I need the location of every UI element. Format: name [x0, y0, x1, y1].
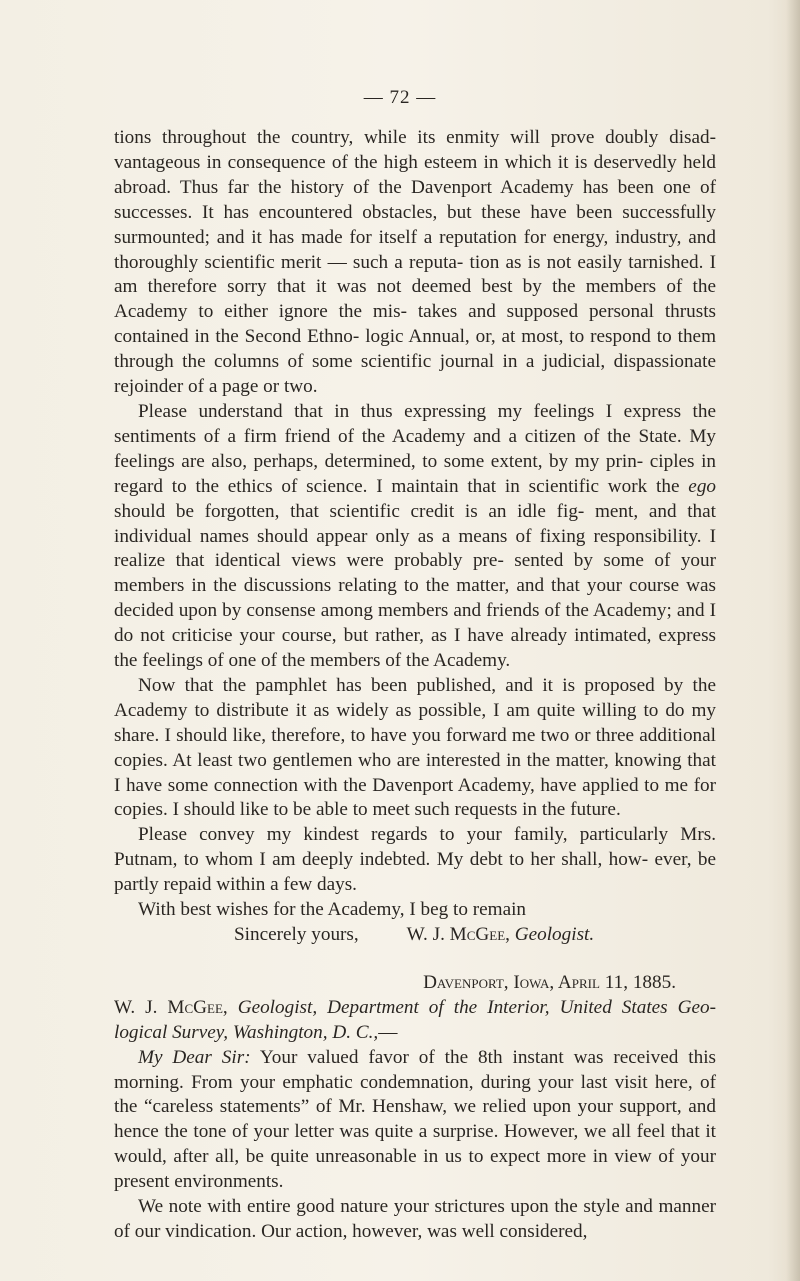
- letter2-paragraph-1-text: Your valued favor of the 8th instant was received this morning. From your emphatic condemnation, during your last visit here, of the “careless statements” of Mr. Henshaw, we relied upon your support, and hence the tone of your letter was quite a surprise. However, we all feel that it would, after all, be quite unreasonable in us to expect more in view of your present environments.: [114, 1046, 717, 1193]
- address-details: Geologist, Department of the Interior, United States Geo- logical Survey, Washington, D. C.,: [114, 996, 716, 1043]
- salutation: My Dear Sir:: [138, 1046, 251, 1068]
- paragraph-5: With best wishes for the Academy, I beg to remain: [138, 899, 527, 921]
- dateline: Davenport, Iowa, April 11, 1885.: [423, 971, 676, 993]
- signature-title: Geologist.: [514, 924, 595, 945]
- page-number: — 72 —: [363, 87, 437, 108]
- letter2-paragraph-1: [114, 1046, 716, 1195]
- address-name: W. J. McGee,: [114, 996, 228, 1018]
- letter2-paragraph-2: We note with entire good nature your strictures upon the style and manner of our vindication. Our action, however, was well considered,: [114, 1196, 716, 1242]
- signature-line: [114, 923, 716, 948]
- paragraph-2: [114, 400, 716, 674]
- paragraph-2-part-a: Please understand that in thus expressing my feelings I express the sentiments of a firm friend of the Academy and a citizen of the State. My feelings are also, perhaps, determined, to some extent, by my prin- ciples in regard to the ethics of science. I maintain that in scientific work the: [114, 400, 716, 497]
- signature-name: W. J. McGee,: [406, 924, 510, 945]
- paragraph-2-part-b: should be forgotten, that scientific credit is an idle fig- ment, and that individual names should appear only as a means of fixing responsibility. I realize that identical views were probably pre- sented by some of your members in the discussions relating to the matter, and that your course was decided upon by consense among members and friends of the Academy; and I do not criticise your course, but rather, as I have already intimated, express the feelings of one of the members of the Academy.: [114, 500, 716, 672]
- paragraph-1: tions throughout the country, while its enmity will prove doubly disad- vantageous in consequence of the high esteem in which it is deservedly held abroad. Thus far the history of the Davenport Academy has been one of successes. It has encountered obstacles, but these have been successfully surmounted; and it has made for itself a reputation for energy, industry, and thoroughly scientific merit — such a reputa- tion as is not easily tarnished. I am therefore sorry that it was not deemed best by the members of the Academy to either ignore the mis- takes and supposed personal thrusts contained in the Second Ethno- logic Annual, or, at most, to respond to them through the columns of some scientific journal in a judicial, dispassionate rejoinder of a page or two.: [114, 127, 716, 398]
- paragraph-3: Now that the pamphlet has been published, and it is proposed by the Academy to distribute it as widely as possible, I am quite willing to do my share. I should like, therefore, to have you forward me two or three additional copies. At least two gentlemen who are interested in the matter, knowing that I have some connection with the Davenport Academy, have applied to me for copies. I should like to be able to meet such requests in the future.: [114, 674, 716, 821]
- body-text: [114, 126, 716, 1245]
- address-tail: —: [378, 1021, 398, 1043]
- page-edge-shadow: [786, 0, 800, 1281]
- closing: Sincerely yours,: [234, 924, 359, 945]
- paragraph-4: Please convey my kindest regards to your family, particularly Mrs. Putnam, to whom I am deeply indebted. My debt to her shall, how- ever, be partly repaid within a few days.: [114, 824, 716, 896]
- ego-word: ego: [688, 475, 717, 497]
- address-block: [114, 996, 716, 1046]
